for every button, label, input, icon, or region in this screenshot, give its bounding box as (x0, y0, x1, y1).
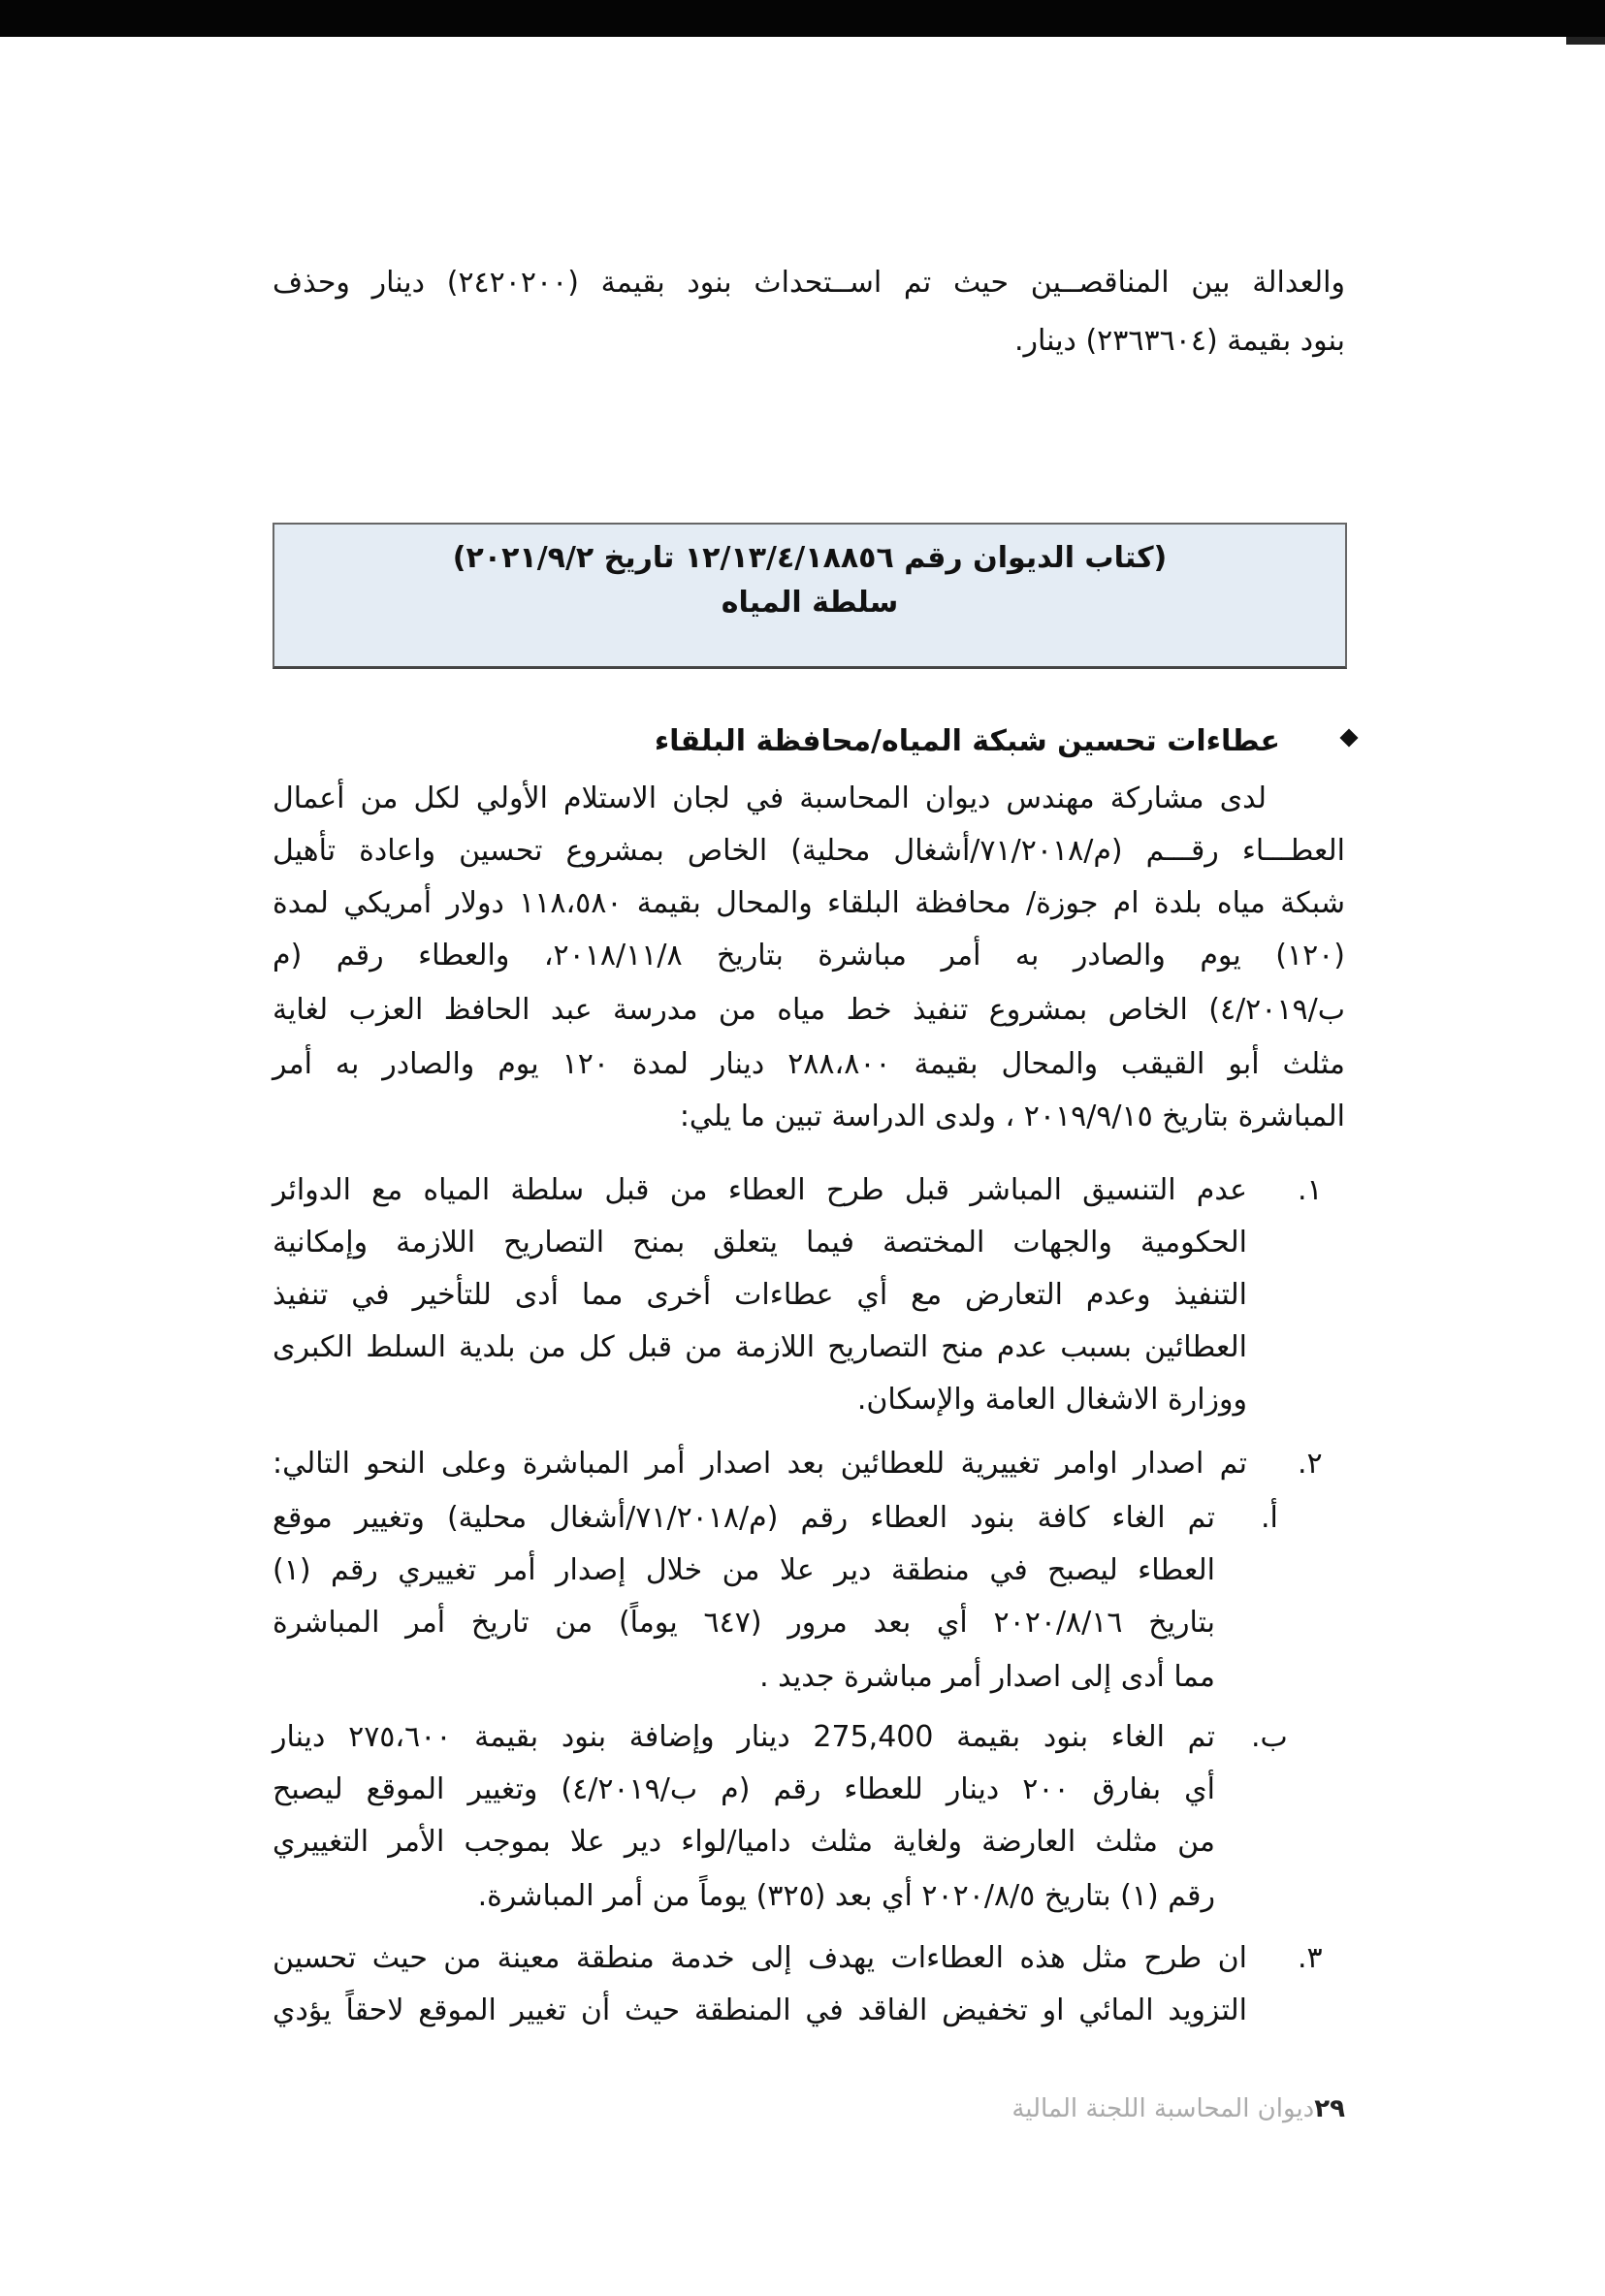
paragraph-line: العطـــاء رقـــم (م/٧١/٢٠١٨/أشغال محلية) الخاص بمشروع تحسين واعادة تأهيل (273, 834, 1345, 868)
list-number: ١. (1298, 1173, 1323, 1207)
scan-edge (1566, 37, 1605, 45)
diamond-bullet-icon (1339, 728, 1358, 747)
list-item-line: التزويد المائي او تخفيض الفاقد في المنطقة حيث أن تغيير الموقع لاحقاً يؤدي (273, 1993, 1247, 2027)
list-item-line: عدم التنسيق المباشر قبل طرح العطاء من قبل سلطة المياه مع الدوائر (273, 1173, 1247, 1207)
list-number: ٢. (1298, 1447, 1323, 1481)
list-item-line: الحكومية والجهات المختصة فيما يتعلق بمنح التصاريح اللازمة وإمكانية (273, 1226, 1247, 1260)
paragraph-line: مثلث أبو القيقب والمحال بقيمة ٢٨٨،٨٠٠ دينار لمدة ١٢٠ يوم والصادر به أمر (273, 1047, 1345, 1081)
sub-item-line: من مثلث العارضة ولغاية مثلث داميا/لواء دير علا بموجب الأمر التغييري (273, 1825, 1215, 1859)
sub-item-line: بتاريخ ٢٠٢٠/٨/١٦ أي بعد مرور (٦٤٧ يوماً) من تاريخ أمر المباشرة (273, 1606, 1215, 1640)
sub-item-line: مما أدى إلى اصدار أمر مباشرة جديد . (759, 1660, 1215, 1694)
paragraph-line: لدى مشاركة مهندس ديوان المحاسبة في لجان الاستلام الأولي لكل من أعمال (273, 781, 1267, 815)
section-heading: عطاءات تحسين شبكة المياه/محافظة البلقاء (654, 724, 1280, 758)
footer-text: ديوان المحاسبة اللجنة المالية (1011, 2094, 1315, 2123)
list-number: ٣. (1298, 1941, 1323, 1975)
sub-item-letter: ب. (1251, 1720, 1288, 1754)
reference-entity: سلطة المياه (721, 586, 899, 620)
list-item-line: العطائين بسبب عدم منح التصاريح اللازمة من قبل كل من بلدية السلط الكبرى (273, 1330, 1247, 1364)
paragraph-line: ب/٤/٢٠١٩) الخاص بمشروع تنفيذ خط مياه من مدرسة عبد الحافظ العزب لغاية (273, 993, 1345, 1027)
sub-item-line: أي بفارق ٢٠٠ دينار للعطاء رقم (م ب/٤/٢٠١٩) وتغيير الموقع ليصبح (273, 1772, 1215, 1806)
list-item-line: التنفيذ وعدم التعارض مع أي عطاءات أخرى مما أدى للتأخير في تنفيذ (273, 1278, 1247, 1312)
reference-box (273, 523, 1347, 669)
sub-item-line: العطاء ليصبح في منطقة دير علا من خلال إصدار أمر تغييري رقم (١) (273, 1553, 1215, 1587)
sub-item-line: رقم (١) بتاريخ ٢٠٢٠/٨/٥ أي بعد (٣٢٥) يوماً من أمر المباشرة. (477, 1879, 1215, 1913)
paragraph-line: المباشرة بتاريخ ٢٠١٩/٩/١٥ ، ولدى الدراسة تبين ما يلي: (679, 1100, 1345, 1133)
list-item-line: ووزارة الاشغال العامة والإسكان. (856, 1383, 1247, 1417)
page-footer (1011, 2094, 1345, 2123)
intro-line: بنود بقيمة (٢٣٦٣٦٠٤) دينار. (1013, 324, 1345, 358)
sub-item-line: تم الغاء كافة بنود العطاء رقم (م/٧١/٢٠١٨/أشغال محلية) وتغيير موقع (273, 1501, 1215, 1535)
scan-edge (0, 0, 1605, 37)
list-item-line: ان طرح مثل هذه العطاءات يهدف إلى خدمة منطقة معينة من حيث تحسين (273, 1941, 1247, 1975)
intro-line: والعدالة بين المناقصــين حيث تم اســتحداث بنود بقيمة (٢٤٢٠٢٠٠) دينار وحذف (273, 266, 1345, 300)
paragraph-line: شبكة مياه بلدة ام جوزة/ محافظة البلقاء والمحال بقيمة ١١٨،٥٨٠ دولار أمريكي لمدة (273, 886, 1345, 920)
list-item-line: تم اصدار اوامر تغييرية للعطائين بعد اصدار أمر المباشرة وعلى النحو التالي: (273, 1447, 1247, 1481)
page-number: ٢٩ (1314, 2094, 1345, 2123)
reference-title: (كتاب الديوان رقم ١٢/١٣/٤/١٨٨٥٦ تاريخ ٢٠٢١/٩/٢) (452, 541, 1168, 575)
paragraph-line: (١٢٠) يوم والصادر به أمر مباشرة بتاريخ ٢٠١٨/١١/٨، والعطاء رقم (م (273, 939, 1346, 973)
sub-item-letter: أ. (1261, 1501, 1278, 1535)
sub-item-line: تم الغاء بنود بقيمة 275,400 دينار وإضافة بنود بقيمة ٢٧٥،٦٠٠ دينار (273, 1720, 1215, 1754)
